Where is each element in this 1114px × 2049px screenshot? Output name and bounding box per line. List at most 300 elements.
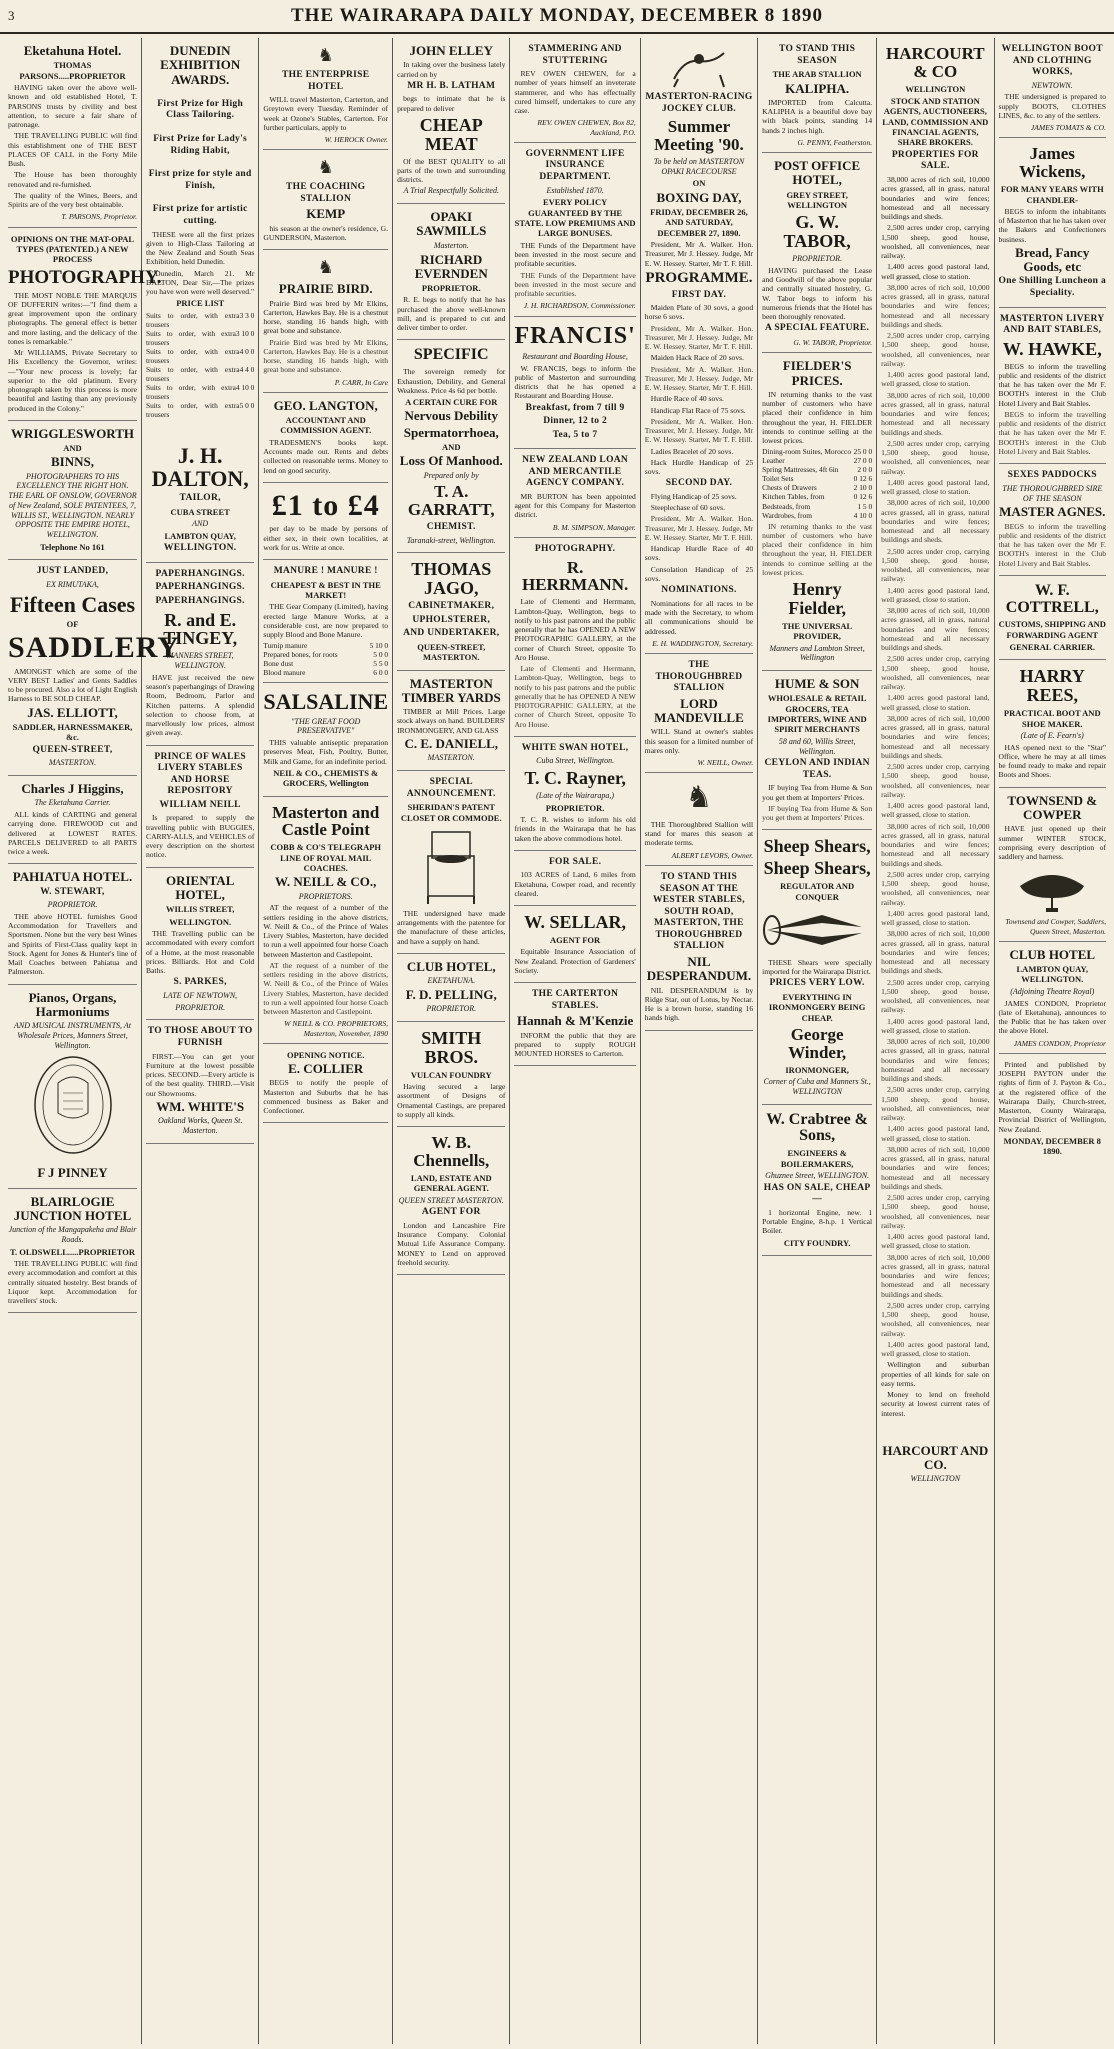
- ad-signature: G. PENNY, Featherston.: [797, 137, 873, 147]
- ad-title: ORIENTAL HOTEL,: [165, 872, 235, 903]
- race-details: President, Mr A. Walker. Hon. Treasurer, Mr J. Hessey. Judge, Mr E. W. Hessey. Starter, Mr T. F. Hill.: [644, 323, 754, 352]
- ad-body: THE Funds of the Department have been invested in the most secure and profitable securities.: [514, 270, 636, 299]
- property-listing: 1,400 acres good pastoral land, well grassed, close to station.: [881, 693, 990, 712]
- proprietor-role: PROPRIETOR.: [426, 1004, 477, 1014]
- merchant-town: MASTERTON.: [48, 758, 97, 768]
- ad-title: JOHN ELLEY: [409, 43, 493, 58]
- ad-body: begs to intimate that he is prepared to deliver: [397, 94, 506, 113]
- ad-role: GENERAL CARRIER.: [1009, 642, 1095, 653]
- ad-town: Ghuznee Street, WELLINGTON.: [765, 1170, 870, 1180]
- price-row: Suits to order, with extra trousers 4 10 0: [146, 382, 255, 401]
- price-row: Kitchen Tables, from 0 12 6: [762, 492, 873, 502]
- ad-body: MR BURTON has been appointed agent for this Company for Masterton district.: [514, 491, 636, 520]
- race-item: Maiden Hack Race of 20 sovs.: [650, 353, 744, 363]
- ad-footer-town: WELLINGTON: [910, 1474, 961, 1484]
- townsend-cowper-ad: [999, 788, 1107, 942]
- ad-proprietors: Hannah & M'Kenzie: [516, 1013, 634, 1029]
- proprietor-name: W. NEILL & CO.,: [275, 874, 377, 890]
- ad-signature: G. W. TABOR, Proprietor.: [793, 337, 873, 347]
- hume-grocers-ad: [762, 671, 872, 830]
- shears-icon: [762, 905, 872, 955]
- ad-body: THE above HOTEL furnishes Good Accommodation for Travellers and Sportsmen. None but the very best Wines and Spirits of First-Class quality kept in Stock. Agent for Jones & Hunter's line of Mail Coaches between Pahiatua and Palmerston.: [8, 911, 137, 977]
- ad-title: E. COLLIER: [288, 1061, 364, 1077]
- ad-intro: OPINIONS ON THE MAT-OPAL TYPES (PATENTED.) A NEW PROCESS: [10, 233, 135, 265]
- ad-headline: PAPERHANGINGS.: [155, 568, 245, 579]
- higgins-carrier-ad: [8, 776, 137, 864]
- ad-body: IN returning thanks to the vast number of customers who have placed their confidence in him throughout the year, H. FIELDER intends to continue selling at the lowest prices.: [762, 521, 873, 577]
- ad-title: OPAKI SAWMILLS: [416, 209, 487, 239]
- ad-owner: WILLIAM NEILL: [159, 799, 241, 810]
- ad-role: PROPRIETOR.: [175, 1002, 226, 1012]
- ad-headline: Sheep Shears,: [763, 858, 871, 879]
- ad-street: QUEEN STREET MASTERTON.: [398, 1195, 504, 1205]
- ad-and: AND: [442, 441, 461, 452]
- tailor-address: CUBA STREET: [170, 506, 230, 517]
- ad-subtitle: EVERY POLICY GUARANTEED BY THE STATE. LOW PREMIUMS AND LARGE BONUSES.: [514, 197, 636, 239]
- ad-subtitle: SHERIDAN'S PATENT CLOSET OR COMMODE.: [400, 802, 502, 823]
- property-listing: 38,000 acres of rich soil, 10,000 acres grassed, all in grass, natural boundaries and wire fences; homestead and all necessary buildings and sheds.: [881, 713, 990, 760]
- tailor-name: J. H. DALTON,: [151, 443, 249, 492]
- ad-owner: T. OLDSWELL.....PROPRIETOR: [9, 1246, 136, 1257]
- saddle-icon: [999, 864, 1107, 914]
- ad-body: THE TRAVELLING PUBLIC will find this establishment one of THE BEST PLACES OF CALL in the Forty Mile Bush.: [8, 131, 137, 169]
- column-8: [877, 38, 994, 2044]
- day-heading: FIRST DAY.: [671, 289, 727, 300]
- kemp-stallion-ad: [263, 150, 388, 250]
- ad-body: REV OWEN CHEWEN, for a number of years himself an inveterate stammerer, and who has effectually cured himself, undertakes to cure any case.: [514, 69, 636, 116]
- timber-yards-ad: [397, 671, 505, 771]
- price-row: Turnip manure 5 10 0: [263, 641, 389, 651]
- ad-body: The quality of the Wines, Beers, and Spirits are of the very best obtainable.: [8, 190, 137, 210]
- ad-day: BOXING DAY,: [656, 189, 742, 205]
- dunedin-exhibition-ad: [146, 38, 254, 563]
- ad-name: MR H. B. LATHAM: [407, 80, 496, 91]
- tailor-role: TAILOR,: [179, 493, 221, 504]
- price-row: Suits to order, with extra trousers 3 3 0: [146, 310, 255, 329]
- ad-body: WILL travel Masterton, Carterton, and Greytown every Tuesday. Reminder of week at Ozone's Stables, Carterton. For further particulars, apply to: [263, 95, 389, 132]
- ad-title: THE ENTERPRISE HOTEL: [282, 69, 370, 92]
- ad-signature: P. CARR, In Care: [334, 377, 389, 387]
- ad-title: THE THOROUGHBRED STALLION: [655, 660, 743, 694]
- ad-body: THE undersigned is prepared to supply BOOTS, CLOTHES LINES, &c. to any of the settlers.: [998, 92, 1107, 120]
- price-row: Dining-room Suites, Morocco 25 0 0: [762, 447, 873, 457]
- ad-body: WILL Stand at owner's stables this season for a limited number of mares only.: [644, 727, 754, 755]
- jockey-club-ad: [645, 38, 753, 654]
- ad-street: WILLIS STREET,: [166, 904, 235, 915]
- imprint-text: Printed and published by JOSEPH PAYTON under the rights of firm of J. Payton & Co., at the registered office of the Wairarapa Daily, Church-street, Masterton, County Wairarapa, Provincial District of Wellington, New Zealand.: [998, 1059, 1107, 1134]
- ad-body: AMONGST which are some of the VERY BEST Ladies' and Gents Saddles to be procured. Also a lot of Light English Harness to BE SOLD CHEAP.: [8, 666, 137, 704]
- ad-body: T. C. R. wishes to inform his old friends in the Wairarapa that he has taken the above commodious hotel.: [514, 815, 636, 843]
- ad-footer-name: HARCOURT AND CO.: [882, 1442, 989, 1473]
- award-line: First Prize for Lady's Riding Habit,: [153, 134, 248, 156]
- harcourt-agents-ad: [881, 38, 989, 1491]
- castle-point-coach-ad: [263, 797, 388, 1044]
- imprint: [999, 1054, 1107, 1164]
- ad-body: BEGS to inform the inhabitants of Masterton that he has taken over the Bakers and Confectioners business.: [998, 206, 1107, 244]
- race-details: President, Mr A. Walker. Hon. Treasurer, Mr J. Hessey. Judge, Mr E. W. Hessey. Starter, Mr T. F. Hill.: [644, 364, 754, 393]
- horse-icon: ♞: [685, 781, 713, 815]
- ad-subtitle: LAND, ESTATE AND GENERAL AGENT.: [410, 1172, 492, 1194]
- firm-name: BINNS,: [51, 454, 94, 470]
- ad-title: POST OFFICE HOTEL,: [774, 158, 861, 188]
- ad-headline: Spermatorrhoea,: [403, 424, 499, 440]
- ad-body: Late of Clementi and Herrmann, Lambton-Quay, Wellington, begs to notify to his past patrons and the public generally that he has OPENED A NEW PHOTOGRAPHIC GALLERY, at the corner of Church Street, opposite To Aro House.: [514, 597, 636, 662]
- ad-headline: SADDLERY: [8, 631, 180, 665]
- stallion-name: MASTER AGNES.: [999, 504, 1106, 520]
- ad-body: 103 ACRES of Land, 6 miles from Eketahuna, Cowper road, and recently cleared.: [514, 870, 636, 898]
- blairlogie-hotel-ad: [8, 1189, 137, 1314]
- ad-body: BEGS to inform the travelling public and residents of the district that he has taken over the Mr F. BOOTH's interest in the Club Hotel Livery and Bait Stables.: [998, 521, 1107, 568]
- ad-body: Having secured a large assortment of Designs of Ornamental Castings, are prepared to supply all kinds.: [397, 1082, 506, 1119]
- ad-address: 58 and 60, Willis Street, Wellington.: [778, 736, 856, 756]
- boot-works-ad: [999, 38, 1107, 138]
- ad-subtitle: CUSTOMS, SHIPPING AND FORWARDING AGENT: [998, 619, 1106, 640]
- tailor-address: LAMBTON QUAY,: [164, 530, 236, 541]
- pianos-ad: [8, 985, 137, 1189]
- property-listing: 38,000 acres of rich soil, 10,000 acres grassed, all in grass, natural boundaries and wire fences; homestead and all necessary buildings and sheds.: [881, 175, 990, 221]
- ad-town: NEWTOWN.: [1031, 80, 1073, 90]
- ad-title: SPECIAL ANNOUNCEMENT.: [406, 777, 496, 799]
- column-1: [4, 38, 180, 2044]
- wrigglesworth-ad: [8, 421, 137, 561]
- price-row: Suits to order, with extra trousers 3 10 0: [146, 328, 255, 347]
- property-listing: 2,500 acres under crop, carrying 1,500 sheep, good house, woolshed, all conveniences, near railway.: [881, 762, 990, 799]
- ad-title: TO STAND THIS SEASON: [779, 44, 856, 66]
- column-7: [758, 38, 877, 2044]
- ad-title: Pianos, Organs, Harmoniums: [28, 989, 117, 1019]
- ad-signature: W. NEILL, Owner.: [697, 758, 754, 768]
- stallion-name: NIL DESPERANDUM.: [646, 954, 752, 984]
- ad-headline: £1 to £4: [271, 488, 380, 522]
- ad-body: THE Funds of the Department have been invested in the most secure and profitable securities.: [514, 240, 636, 269]
- ad-subtitle: Junction of the Mangapakeha and Blair Roads.: [8, 1225, 137, 1245]
- property-listing: 2,500 acres under crop, carrying 1,500 sheep, good house, woolshed, all conveniences, near railway.: [881, 1193, 990, 1230]
- ad-body: THE Travelling public can be accommodated with every comfort of a Home, at the most reasonable prices. Billiards. Hot and Cold Baths.: [146, 929, 255, 976]
- masthead: [0, 0, 1114, 34]
- crabtree-engineers-ad: [762, 1105, 872, 1256]
- oriental-hotel-ad: [146, 868, 254, 1021]
- lord-mandeville-ad: [645, 654, 753, 773]
- ad-title: MASTERTON TIMBER YARDS: [401, 675, 501, 705]
- ad-subtitle: To be held on MASTERTON OPAKI RACECOURSE: [653, 156, 745, 176]
- firm-and: AND: [63, 443, 82, 454]
- ad-date: FRIDAY, DECEMBER 26, AND SATURDAY, DECEMBER 27, 1890.: [650, 207, 748, 238]
- ad-title: W. B. Chennells,: [413, 1133, 490, 1170]
- proprietor-role: PROPRIETOR.: [545, 802, 605, 813]
- price-row: Suits to order, with extra trousers 5 0 0: [146, 400, 255, 419]
- ad-body: President, Mr A. Walker. Hon. Treasurer, Mr J. Hessey. Judge, Mr E. W. Hessey. Starter, Mr T. F. Hill.: [644, 240, 754, 268]
- property-listing: 38,000 acres of rich soil, 10,000 acres grassed, all in grass, natural boundaries and wire fences; homestead and all necessary buildings and sheds.: [881, 606, 990, 652]
- ad-late: (Late of E. Fearn's): [1020, 730, 1084, 740]
- ad-street: Cuba Street, Wellington.: [536, 756, 615, 766]
- merchant-name: George Winder,: [788, 1025, 847, 1062]
- firm-name: WRIGGLESWORTH: [10, 425, 135, 441]
- ad-subtitle: (Adjoining Theatre Royal): [1010, 986, 1095, 996]
- property-listing: 1,400 acres good pastoral land, well grassed, close to station.: [881, 1339, 990, 1358]
- ad-title: PRINCE OF WALES LIVERY STABLES AND HORSE REPOSITORY: [154, 751, 246, 797]
- opaki-sawmills-ad: [397, 204, 505, 340]
- newspaper-page: [4, 38, 1110, 2044]
- merchant-role: IRONMONGER,: [785, 1064, 849, 1075]
- property-listing: 38,000 acres of rich soil, 10,000 acres grassed, all in grass, natural boundaries and wire fences; homestead and all necessary buildings and sheds.: [881, 498, 990, 545]
- column-2: [142, 38, 259, 2044]
- price-row: Leather 27 0 0: [762, 456, 873, 466]
- ad-title: CLUB HOTEL,: [406, 958, 496, 974]
- price-row: Suits to order, with extra trousers 4 4 0: [146, 364, 255, 383]
- ad-body: W. FRANCIS, begs to inform the public of Masterton and surrounding districts that he has opened a Restaurant and Boarding House.: [514, 363, 636, 401]
- harry-rees-ad: [999, 660, 1107, 787]
- sheep-shears-ad: [762, 830, 872, 1104]
- ad-subtitle: COBB & CO'S TELEGRAPH LINE OF ROYAL MAIL COACHES.: [270, 842, 382, 873]
- ad-street: GREY STREET, WELLINGTON: [786, 189, 848, 211]
- property-listing: 38,000 acres of rich soil, 10,000 acres grassed, all in grass, natural boundaries and wire fences; homestead and all necessary buildings and sheds.: [881, 390, 990, 437]
- award-line: First Prize for High Class Tailoring.: [157, 98, 244, 121]
- property-listing: 2,500 acres under crop, carrying 1,500 sheep, good house, woolshed, all conveniences, near railway.: [881, 223, 990, 260]
- ad-body: R. E. begs to notify that he has purchased the above well-known mill, and is prepared to cut and deliver timber to order.: [397, 295, 506, 333]
- merchant-street: Manners and Lambton Street, Wellington: [769, 643, 865, 663]
- ad-kicker: PROPERTIES FOR SALE.: [891, 149, 979, 172]
- ad-title: PAHIATUA HOTEL.: [12, 869, 133, 885]
- ad-town: WELLINGTON.: [169, 916, 232, 927]
- ad-title: SMITH BROS.: [421, 1027, 482, 1067]
- ad-title: MANURE ! MANURE !: [273, 566, 378, 577]
- sellar-agent-ad: [514, 906, 635, 983]
- ad-title: TOWNSEND & COWPER: [1007, 792, 1098, 823]
- ad-subtitle: ENGINEERS & BOILERMAKERS,: [780, 1148, 854, 1169]
- property-listing: 1,400 acres good pastoral land, well grassed, close to station.: [881, 1124, 990, 1143]
- ad-body: The sovereign remedy for Exhaustion, Debility, and General Weakness. Price 4s 6d per bottle.: [397, 367, 506, 395]
- horse-icon: ♞: [317, 45, 334, 65]
- ad-title: W. Crabtree & Sons,: [766, 1110, 869, 1145]
- ad-signature: W NEILL & CO. PROPRIETORS, Masterton, November, 1890: [284, 1019, 389, 1038]
- ad-body: NIL DESPERANDUM is by Ridge Star, out of Lotus, by Nectar. He is a brown horse, standing 16 hands high.: [644, 985, 754, 1023]
- ad-body: Of the BEST QUALITY to all parts of the town and surrounding districts.: [397, 156, 506, 185]
- race-item: Handicap Flat Race of 75 sovs.: [650, 405, 746, 415]
- ad-title: R. HERRMANN.: [521, 557, 629, 595]
- saddlery-ad: [8, 560, 180, 776]
- proprietor-name: RICHARD EVERNDEN: [414, 251, 488, 281]
- race-item: Handicap Hurdle Race of 40 sovs.: [644, 544, 754, 563]
- property-listing: 1,400 acres good pastoral land, well grassed, close to station.: [881, 477, 990, 496]
- ad-body: IN returning thanks to the vast number of customers who have placed their confidence in him throughout the year, H. FIELDER intends to continue selling at the lowest prices.: [762, 389, 873, 446]
- property-listing: 2,500 acres under crop, carrying 1,500 sheep, good house, woolshed, all conveniences, near railway.: [881, 1085, 990, 1122]
- commode-chair-icon: [397, 826, 505, 906]
- ad-kicker: PHOTOGRAPHY.: [534, 543, 616, 554]
- ad-body: HAVING taken over the above well-known and old established Hotel, T. PARSONS trusts by civility and best attention, to secure a fair share of patronage.: [8, 83, 137, 130]
- ad-title: GEO. LANGTON,: [273, 397, 378, 413]
- ad-title: GOVERNMENT LIFE INSURANCE DEPARTMENT.: [525, 148, 625, 183]
- page-number: 3: [8, 8, 15, 23]
- ad-body: THE Thoroughbred Stallion will stand for mares this season at moderate terms.: [644, 819, 754, 848]
- ad-title: FOR SALE.: [548, 856, 602, 867]
- property-listing: 1,400 acres good pastoral land, well grassed, close to station.: [881, 1016, 990, 1035]
- column-9: [995, 38, 1111, 2044]
- property-listing: 38,000 acres of rich soil, 10,000 acres grassed, all in grass, natural boundaries and wire fences; homestead and all necessary buildings and sheds.: [881, 1252, 990, 1299]
- ad-role: AND UNDERTAKER,: [403, 628, 500, 639]
- ad-signature: ALBERT LEVORS, Owner.: [671, 850, 754, 860]
- ad-title: HARCOURT & CO: [886, 44, 985, 81]
- merchant-name: Henry Fielder,: [788, 579, 847, 618]
- salsaline-ad: [263, 683, 388, 796]
- ad-body: THE TRAVELLING PUBLIC will find every accommodation and comfort at this centrally situated hostelry. Best brands of Liquor kept. Accommodation for travellers' stock.: [8, 1259, 137, 1306]
- ad-body: INFORM the public that they are prepared to supply ROUGH MOUNTED HORSES to Carterton.: [514, 1030, 636, 1059]
- ad-title: WHITE SWAN HOTEL,: [521, 742, 629, 753]
- merchant-town: MASTERTON.: [427, 753, 475, 763]
- ad-feature: A SPECIAL FEATURE.: [765, 323, 870, 334]
- ad-subtitle: PRACTICAL BOOT AND SHOE MAKER.: [1003, 708, 1101, 729]
- ad-body: THESE Shears were specially imported for the Wairarapa District.: [762, 957, 873, 977]
- ad-title: W. SELLAR,: [524, 912, 627, 933]
- ad-established: Established 1870.: [546, 185, 604, 195]
- jago-cabinetmaker-ad: [397, 553, 505, 670]
- ad-body: TIMBER at Mill Prices. Large stock always on hand. BUILDERS' IRONMONGERY, AND GLASS: [397, 707, 506, 735]
- langton-accountant-ad: [263, 393, 388, 483]
- property-listing: Money to lend on freehold security at lowest current rates of interest.: [881, 1390, 990, 1418]
- white-swan-hotel-ad: [514, 737, 635, 851]
- ad-town: Masterton.: [433, 240, 469, 250]
- ad-subtitle: AND MUSICAL INSTRUMENTS, At Wholesale Prices, Manners Street, Wellington.: [13, 1021, 132, 1050]
- ad-title: PHOTOGRAPHY.: [8, 266, 162, 288]
- ad-signature: J. H. RICHARDSON, Commissioner.: [523, 301, 636, 311]
- ad-body: FIRST.—You can get your Furniture at the lowest possible prices. SECOND.—Every article is of the best quality. THIRD.—Visit our Showrooms.: [146, 1051, 255, 1098]
- ad-street: LAMBTON QUAY, WELLINGTON.: [1016, 964, 1088, 985]
- property-listing: 2,500 acres under crop, carrying 1,500 sheep, good house, woolshed, all conveniences, near railway.: [881, 977, 990, 1015]
- merchant-role: SADDLER, HARNESSMAKER, &c.: [12, 721, 133, 743]
- proprietor-name: W. HAWKE,: [1002, 338, 1102, 359]
- ad-body: HAVE just received the new season's paperhangings of Drawing Room, Bedroom, Parlor and Kitchen patterns. A splendid selection to choose from, at marvellously low prices, almost given away.: [146, 672, 255, 738]
- price-row: Chests of Drawers 2 10 0: [762, 483, 873, 493]
- ad-headline: PAPERHANGINGS.: [155, 582, 245, 593]
- ad-signature: JAMES CONDON, Proprietor: [1013, 1038, 1107, 1048]
- race-item: Maiden Plate of 30 sovs, a good horse 6 sovs.: [644, 303, 754, 322]
- ad-title: NEW ZEALAND LOAN AND MERCANTILE AGENCY COMPANY.: [522, 455, 629, 489]
- race-item: Hurdle Race of 40 sovs.: [650, 394, 724, 404]
- ad-body: IF buying Tea from Hume & Son you get them at Importers' Prices.: [762, 783, 873, 802]
- merchant-street: QUEEN-STREET,: [32, 744, 113, 755]
- ad-prepared: Prepared only by: [423, 470, 479, 480]
- merchant-name: C. E. DANIELL,: [404, 735, 499, 751]
- ad-title: TO THOSE ABOUT TO FURNISH: [147, 1026, 253, 1048]
- ad-body: Prairie Bird was bred by Mr Elkins, Carterton, Hawkes Bay. He is a chestnut horse, standing 16 hands high, with great bone and substance.: [263, 337, 389, 375]
- property-listing: 1,400 acres good pastoral land, well grassed, close to station.: [881, 370, 990, 389]
- race-item: Consolation Handicap of 25 sovs.: [644, 564, 754, 583]
- proprietor-role: PROPRIETOR.: [421, 283, 481, 294]
- award-line: First prize for artistic cutting.: [152, 204, 248, 226]
- property-listing: 1,400 acres good pastoral land, well grassed, close to station.: [881, 585, 990, 604]
- merchant-street: MANNERS STREET, WELLINGTON.: [166, 651, 234, 671]
- ad-title: TO STAND THIS SEASON AT THE WESTER STABLES, SOUTH ROAD, MASTERTON, THE THOROUGHBRED STALLION: [652, 871, 745, 952]
- race-item: Flying Handicap of 25 sovs.: [650, 491, 737, 501]
- ad-body: Nominations for all races to be made with the Secretary, to whom all communications should be addressed.: [644, 598, 754, 636]
- property-listing: 2,500 acres under crop, carrying 1,500 sheep, good house, woolshed, all conveniences, near railway.: [881, 331, 990, 368]
- enterprise-stallion-ad: [263, 38, 388, 150]
- column-5: [510, 38, 640, 2044]
- column-4: [393, 38, 510, 2044]
- nil-desperandum-ad: [645, 866, 753, 1031]
- price-row: Bone dust 5 5 0: [263, 659, 389, 669]
- property-listing: 38,000 acres of rich soil, 10,000 acres grassed, all in grass, natural boundaries and wire fences; homestead and all necessary buildings and sheds.: [881, 821, 990, 868]
- ad-owner: THOMAS PARSONS.....PROPRIETOR: [19, 60, 126, 81]
- ad-body: TRADESMEN'S books kept. Accounts made out. Rents and debts collected on reasonable terms. Money to lend on good security.: [263, 437, 389, 475]
- proprietor-name: G. W. TABOR,: [783, 212, 851, 252]
- imprint-date: MONDAY, DECEMBER 8 1890.: [1003, 1135, 1101, 1157]
- testimonial: "Dunedin, March 21. Mr DALTON, Dear Sir,—The prizes you have won were well deserved.": [146, 268, 255, 297]
- ad-town: WELLINGTON: [905, 83, 966, 94]
- francis-restaurant-ad: [514, 317, 635, 450]
- photography-ad: [8, 228, 162, 421]
- prairie-bird-ad: [263, 250, 388, 393]
- day-heading: SECOND DAY.: [665, 478, 733, 489]
- club-hotel-eketahuna-ad: [397, 954, 505, 1022]
- ad-body: HAS opened next to the "Star" Office, where he may at all times be found ready to make and repair Boots and Shoes.: [998, 742, 1107, 780]
- meal-time: Tea, 5 to 7: [552, 429, 598, 440]
- ad-body: London and Lancashire Fire Insurance Company. Colonial Mutual Life Assurance Company. MONEY to Lend on approved freehold security.: [397, 1220, 506, 1267]
- firm-body: PHOTOGRAPHERS TO HIS EXCELLENCY THE RIGHT HON. THE EARL OF ONSLOW, GOVERNOR of New Zealand, SOLE PATENTEES, 7, WILLIS ST., WELLINGTON. NEARLY OPPOSITE THE EMPIRE HOTEL, WELLINGTON.: [8, 471, 137, 540]
- ad-body: BEGS to notify the people of Masterton and Suburbs that he has commenced business as Baker and Confectioner.: [263, 1078, 389, 1116]
- property-listing: 38,000 acres of rich soil, 10,000 acres grassed, all in grass, natural boundaries and wire fences; homestead and all necessary buildings and sheds.: [881, 1144, 990, 1191]
- ad-ship: EX RIMUTAKA,: [46, 579, 99, 589]
- race-item: Hack Hurdle Handicap of 25 sovs.: [644, 457, 754, 477]
- ad-signature: JAMES TOMATS & CO.: [1030, 123, 1107, 133]
- government-insurance-ad: [514, 143, 635, 317]
- chemist-role: CHEMIST.: [426, 522, 476, 533]
- ad-body: AT the request of a number of the settlers residing in the above districts, W. Neill & Co., of the Prince of Wales Livery Stables, Masterton, have decided to run a well appointed four horse Coach between Masterton and Castlepoint.: [263, 960, 389, 1017]
- ad-footer: CITY FOUNDRY.: [783, 1237, 851, 1248]
- ad-body: Prairie Bird was bred by Mr Elkins, Carterton, Hawkes Bay. He is a chestnut horse, standing 16 hands high, with great bone and substance.: [263, 298, 389, 336]
- merchant-name: R. and E. TINGEY,: [163, 609, 238, 649]
- ad-speciality: One Shilling Luncheon a Speciality.: [998, 276, 1106, 299]
- ad-title: SEXES PADDOCKS: [1007, 470, 1097, 481]
- ad-body: ALL kinds of CARTING and general carrying done. FIREWOOD cut and delivered at LOWEST RATES. PARCELS DELIVERED to all PARTS twice a week.: [8, 810, 137, 857]
- commode-ad: [397, 771, 505, 954]
- ad-kicker: JUST LANDED,: [36, 566, 109, 577]
- award-line: First prize for style and Finish,: [148, 169, 252, 191]
- ad-headline: Summer Meeting '90.: [654, 117, 744, 154]
- ad-role: CABINETMAKER,: [408, 601, 495, 612]
- ad-body: In taking over the business lately carried on by: [397, 60, 506, 79]
- chemist-address: Taranaki-street, Wellington.: [406, 535, 496, 545]
- specific-remedy-ad: [397, 340, 505, 553]
- ad-body: 1 horizontal Engine, new. 1 Portable Engine, 8-h.p. 1 Vertical Boiler.: [762, 1207, 873, 1236]
- ad-title: STAMMERING AND STUTTERING: [528, 44, 622, 66]
- ad-body: BEGS to inform the travelling public and residents of the district that he has taken over the Mr F. BOOTH's interest in the Club Hotel Livery and Bait Stables.: [998, 409, 1107, 456]
- ad-headline: Bread, Fancy Goods, etc: [1015, 244, 1090, 275]
- programme-title: PROGRAMME.: [645, 269, 753, 286]
- ad-title: SALSALINE: [263, 689, 389, 715]
- proprietor-late: (Late of the Wairarapa,): [536, 790, 615, 800]
- ad-owner: W. STEWART,: [40, 886, 105, 897]
- property-listing: 38,000 acres of rich soil, 10,000 acres grassed, all in grass, natural boundaries and wire fences; homestead and all necessary buildings and sheds.: [881, 1037, 990, 1083]
- ad-body: HAVING purchased the Lease and Goodwill of the above popular and centrally situated hostelry, G. W. Tabor begs to inform his numerous friends that the Hotel has been thoroughly renovated.: [762, 265, 873, 322]
- ad-town: EKETAHUNA.: [427, 976, 476, 986]
- ad-subtitle: FOR MANY YEARS WITH CHANDLER-: [1000, 184, 1104, 205]
- property-listing: 38,000 acres of rich soil, 10,000 acres grassed, all in grass, natural boundaries and wire fences; homestead and all necessary buildings and sheds.: [881, 929, 990, 976]
- ad-late: LATE OF NEWTOWN,: [163, 990, 238, 1000]
- ad-title: BLAIRLOGIE JUNCTION HOTEL: [13, 1193, 132, 1224]
- ad-note: EVERYTHING IN IRONMONGERY BEING CHEAP.: [768, 992, 866, 1023]
- elley-butcher-ad: [397, 38, 505, 204]
- property-listing: 2,500 acres under crop, carrying 1,500 sheep, good house, woolshed, all conveniences, near railway.: [881, 869, 990, 907]
- ad-body: THIS valuable antiseptic preparation preserves Meat, Fish, Poultry, Butter, Milk and Game, for an indefinite period.: [263, 738, 389, 766]
- price-row: Bedsteads, from 1 5 0: [762, 501, 873, 511]
- meal-time: Dinner, 12 to 2: [543, 416, 607, 427]
- livery-stables-ad: [146, 746, 254, 868]
- thoroughbred-ad: [645, 773, 753, 866]
- property-listing: 38,000 acres of rich soil, 10,000 acres grassed, all in grass, natural boundaries and wire fences; homestead and all necessary buildings and sheds.: [881, 282, 990, 329]
- merchant-house: THE UNIVERSAL PROVIDER,: [782, 620, 853, 642]
- ad-role: PROPRIETOR.: [47, 900, 98, 910]
- stallion-name: KALIPHA.: [785, 80, 850, 96]
